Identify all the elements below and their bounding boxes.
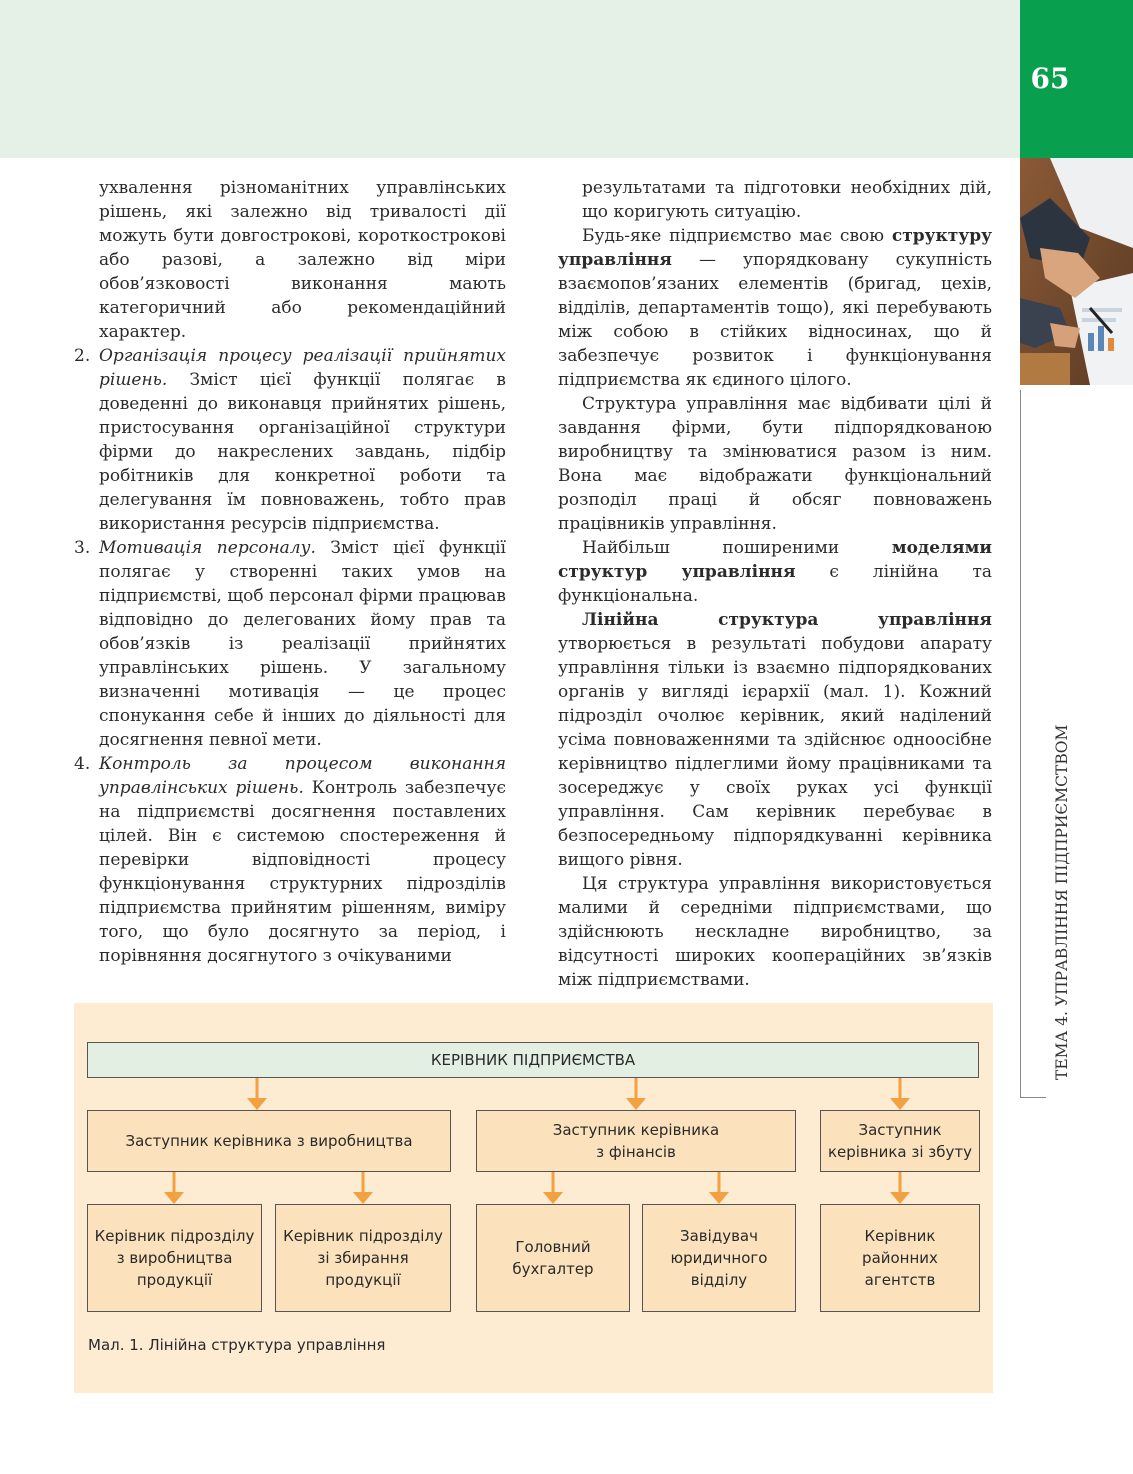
node-label: Керівник підрозділу зі збирання продукції [283,1227,443,1289]
header-band [0,0,1020,158]
node-label: Заступник керівника з виробництва [125,1132,413,1150]
node-label: КЕРІВНИК ПІДПРИЄМСТВА [430,1051,636,1069]
chart-node-deputy-finance [476,1110,796,1172]
list-item-title: Організація процесу реалізації прийнятих рішень. [99,346,506,390]
paragraph [558,608,992,872]
org-chart-figure [74,1003,993,1393]
left-column [74,176,506,968]
chart-node-director [87,1042,979,1078]
chart-node-unit-production [87,1204,262,1312]
chart-node-legal-head [642,1204,796,1312]
side-divider [1020,390,1021,1098]
arrow-down-icon [163,1172,185,1206]
arrow-down-icon [542,1172,564,1206]
list-item-title: Мотивація персоналу. [99,538,316,558]
chart-node-chief-accountant [476,1204,630,1312]
list-item [74,752,506,968]
arrow-down-icon [246,1078,268,1112]
list-item-title: Контроль за процесом виконання управлінських рішень. [99,754,506,798]
list-item [74,344,506,536]
node-label: Заступник керівника зі збуту [827,1121,973,1161]
paragraph: ухвалення різноманітних управлінських рішень, які залежно від тривалості дії можуть бути довгострокові, короткострокові або разові, а залежно від міри обов’язковості виконання мають категоричний або рекомендаційний характер. [99,178,506,342]
arrow-down-icon [708,1172,730,1206]
paragraph: результатами та підготовки необхідних дій, що коригують ситуацію. [582,178,992,222]
chart-node-regional-agencies [820,1204,980,1312]
chapter-title: ТЕМА 4. УПРАВЛІННЯ ПІДПРИЄМСТВОМ [1053,724,1071,1080]
arrow-down-icon [625,1078,647,1112]
node-label: Керівник районних агентств [862,1227,938,1289]
term: Лінійна структура управління [582,610,992,630]
text: Найбільш поширеними [582,538,892,558]
paragraph: Структура управління має відбивати цілі й завдання фірми, бути підпорядкованою виробництву та змінюватися разом із ним. Вона має відображати функціональний розподіл праці й обсяг повноважень працівників управління. [558,394,992,534]
node-label: Головний бухгалтер [512,1238,594,1278]
node-label: Керівник підрозділу з виробництва продукції [94,1227,255,1289]
list-item [74,536,506,752]
node-label: Завідувач юридичного відділу [670,1227,768,1289]
list-number: 4. [74,754,91,774]
arrow-down-icon [889,1078,911,1112]
arrow-down-icon [889,1172,911,1206]
chart-node-deputy-sales [820,1110,980,1172]
figure-caption: Мал. 1. Лінійна структура управління [88,1336,386,1354]
text: утворюється в результаті побудови апарату управління тільки із взаємно підпорядкованих органів у вигляді ієрархії (мал. 1). Кожний підрозділ очолює керівник, який наділений усіма повноваженнями та здійснює одноосібне керівництво підлеглими йому працівниками та зосереджує у своїх руках усі функції управління. Сам керівник перебуває в безпосередньому підпорядкуванні керівника вищого рівня. [558,634,992,870]
text: Будь-яке підприємство має свою [582,226,892,246]
text: є лінійна та функціональна. [558,562,992,606]
list-item-text: Зміст цієї функції полягає в доведенні до виконавця прийнятих рішень, пристосування організаційної структури фірми до накреслених завдань, підбір робітників для конкретної роботи та делегування їм повноважень, тобто прав використання ресурсів підприємства. [99,370,506,534]
business-photo [1020,158,1133,385]
page-number: 65 [1030,62,1070,95]
chart-node-deputy-production [87,1110,451,1172]
list-item-text: Зміст цієї функції полягає у створенні таких умов на підприємстві, щоб персонал фірми працював відповідно до делегованих йому прав та обов’язків із реалізації прийнятих управлінських рішень. У загальному визначенні мотивація — це процес спонукання себе й інших до діяльності для досягнення певної мети. [99,538,506,750]
chart-node-unit-assembly [275,1204,451,1312]
paragraph: Ця структура управління використовується малими й середніми підприємствами, що здійснюють нескладне виробництво, за відсутності широких коопераційних зв’язків між підприємствами. [558,874,992,990]
paragraph [558,224,992,392]
paragraph [558,536,992,608]
list-item-text: Контроль забезпечує на підприємстві досягнення поставлених цілей. Він є системою спостереження й перевірки відповідності процесу функціонування структурних підрозділів підприємства прийнятим рішенням, виміру того, що було досягнуто за період, і порівняння досягнутого з очікуваними [99,778,506,966]
term: моделями структур управління [558,538,992,582]
text: — упорядковану сукупність взаємопов’язаних елементів (бригад, цехів, відділів, департаментів тощо), які перебувають між собою в стійких відносинах, що й забезпечує розвиток і функціонування підприємства як єдиного цілого. [558,250,992,390]
list-number: 2. [74,346,91,366]
arrow-down-icon [352,1172,374,1206]
node-label: Заступник керівника з фінансів [552,1121,720,1161]
list-number: 3. [74,538,91,558]
term: структуру управління [558,226,992,270]
side-divider-tick [1020,1097,1046,1098]
right-column [558,176,992,992]
